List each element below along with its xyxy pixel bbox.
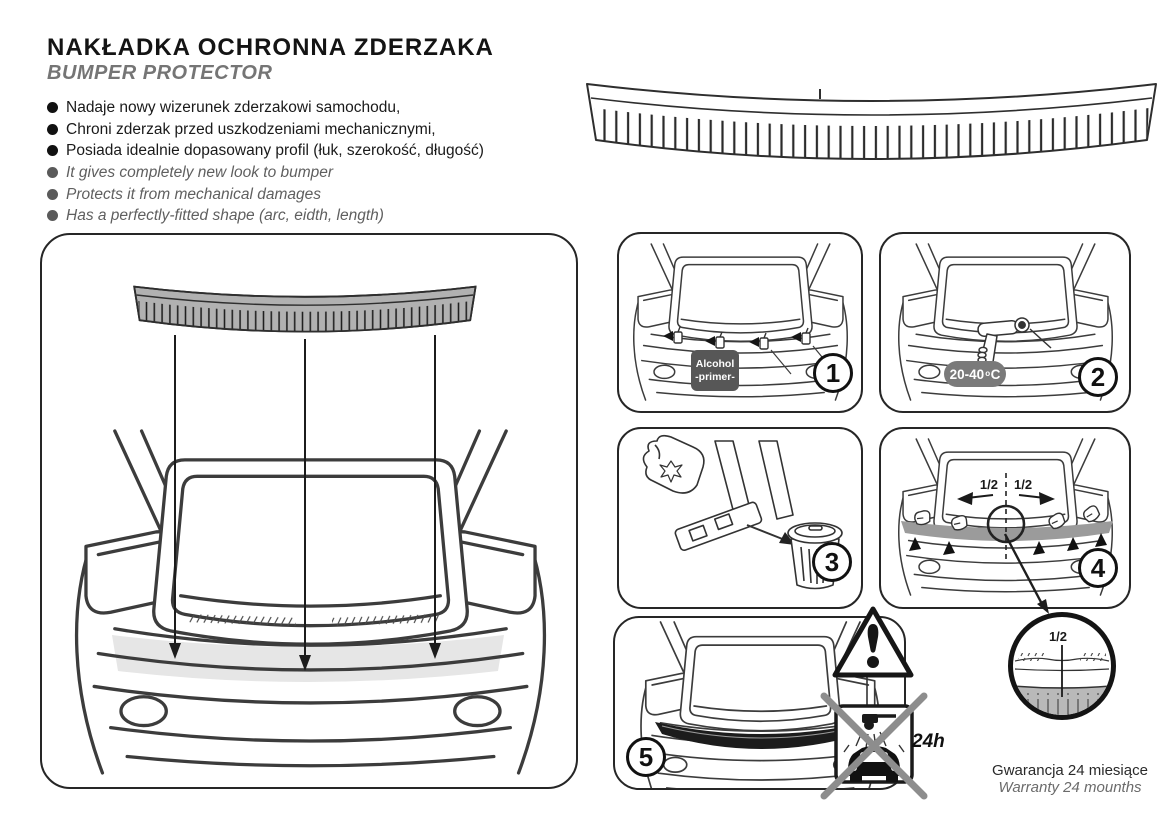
bullet-icon — [47, 189, 58, 200]
bullet-icon — [47, 145, 58, 156]
feature-item: Protects it from mechanical damages — [47, 184, 384, 206]
feature-list-english — [47, 162, 384, 227]
bumper-protector-strip-illustration — [575, 58, 1168, 162]
half-left-label: 1/2 — [979, 477, 998, 492]
warranty-english: Warranty 24 mounths — [998, 779, 1142, 796]
sill-texture — [1080, 653, 1106, 661]
bullet-icon — [47, 210, 58, 221]
detail-pointer-line — [988, 526, 1058, 620]
detail-zoom-view — [1008, 612, 1116, 720]
feature-item: Chroni zderzak przed uszkodzeniami mechanicznymi, — [47, 119, 484, 141]
warranty-polish: Gwarancja 24 miesiące — [992, 762, 1148, 779]
step-3-panel — [617, 427, 863, 609]
bullet-icon — [47, 124, 58, 135]
feature-item: Has a perfectly-fitted shape (arc, eidth, length) — [47, 205, 384, 227]
cure-time-label: 24h — [912, 731, 945, 752]
half-label: 1/2 — [1048, 629, 1068, 644]
protector-strip-gray — [134, 287, 475, 332]
alcohol-primer-label: Alcohol -primer- — [691, 350, 739, 391]
feature-item: It gives completely new look to bumper — [47, 162, 384, 184]
temperature-label: 20-40 o C — [944, 361, 1006, 387]
detail-cross-section — [1013, 617, 1111, 715]
hand-illustration — [643, 436, 703, 493]
step-2-badge: 2 — [1078, 357, 1118, 397]
feature-list-polish — [47, 97, 484, 162]
step-5-badge: 5 — [626, 737, 666, 777]
sill-texture — [1018, 653, 1044, 661]
half-right-label: 1/2 — [1014, 477, 1033, 492]
bullet-icon — [47, 102, 58, 113]
bullet-icon — [47, 167, 58, 178]
page-title-polish: NAKŁADKA OCHRONNA ZDERZAKA — [47, 34, 494, 61]
step-1-badge: 1 — [813, 353, 853, 393]
step-4-badge: 4 — [1078, 548, 1118, 588]
feature-item: Posiada idealnie dopasowany profil (łuk, szerokość, długość) — [47, 140, 484, 162]
step-3-badge: 3 — [812, 542, 852, 582]
backing-strip — [759, 441, 793, 519]
main-illustration-panel — [40, 233, 578, 789]
feature-item: Nadaje nowy wizerunek zderzakowi samochodu, — [47, 97, 484, 119]
protector-placement-illustration — [42, 235, 576, 787]
car-rear-illustration — [77, 431, 545, 773]
warranty-note — [972, 762, 1168, 796]
page-title-english: BUMPER PROTECTOR — [47, 62, 273, 84]
